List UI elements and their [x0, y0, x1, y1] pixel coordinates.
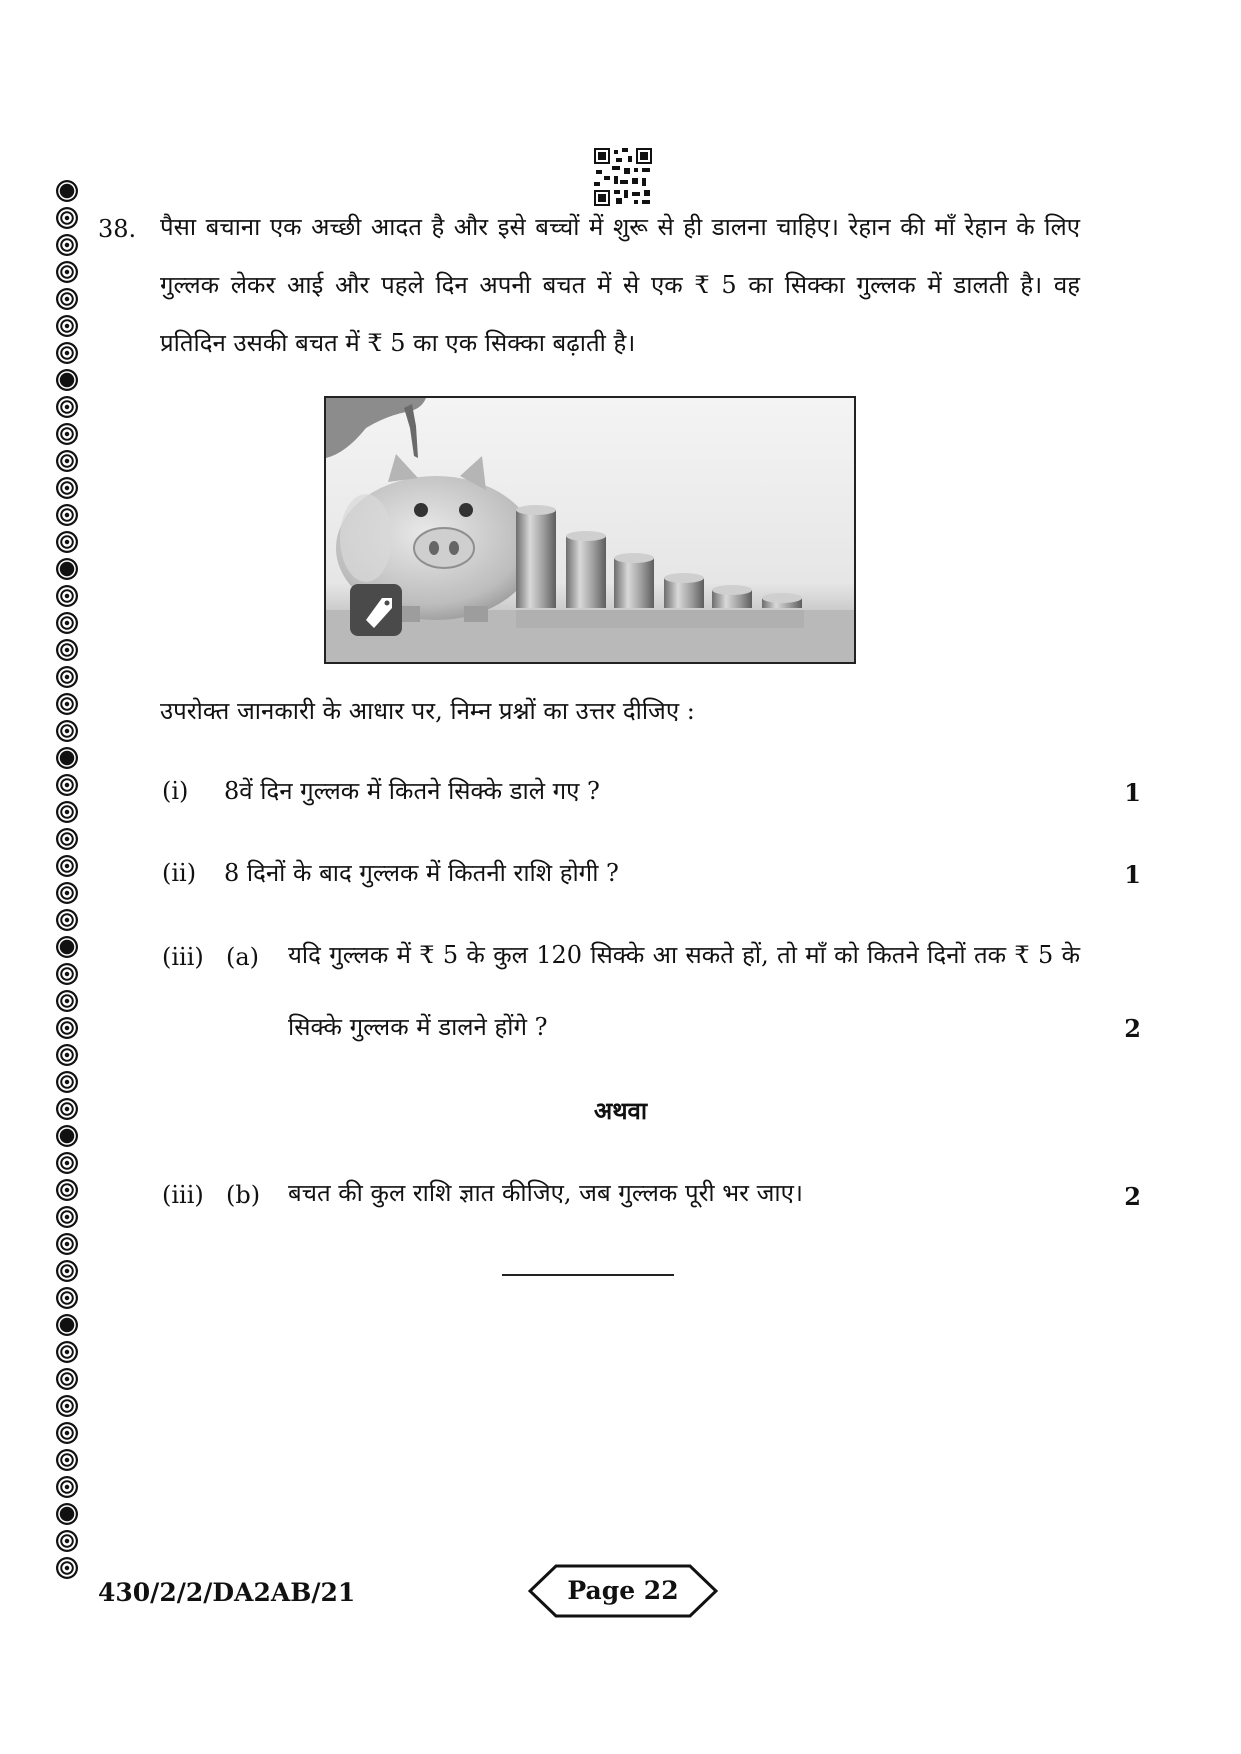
margin-ring-icon [56, 882, 78, 904]
margin-ring-icon [56, 342, 78, 364]
margin-ring-icon [56, 1017, 78, 1039]
margin-ring-icon [56, 1368, 78, 1390]
margin-ring-icon [56, 261, 78, 283]
question-intro-line-1: पैसा बचाना एक अच्छी आदत है और इसे बच्चों में शुरू से ही डालना चाहिए। रेहान की माँ रेहान के लिए [160, 213, 1080, 241]
question-intro-line-2: गुल्लक लेकर आई और पहले दिन अपनी बचत में से एक ₹ 5 का सिक्का गुल्लक में डालती है। वह [160, 271, 1080, 299]
part-iii-b-marks: 2 [1124, 1182, 1141, 1211]
margin-ring-icon [56, 666, 78, 688]
margin-ring-icon [56, 1044, 78, 1066]
margin-ring-icon [56, 747, 78, 769]
question-instruction: उपरोक्त जानकारी के आधार पर, निम्न प्रश्नों का उत्तर दीजिए : [160, 697, 695, 725]
part-i-label: (i) [162, 777, 189, 805]
margin-ring-icon [56, 1125, 78, 1147]
margin-ring-icon [56, 585, 78, 607]
margin-ring-icon [56, 234, 78, 256]
page-number-label: Page 22 [567, 1576, 679, 1605]
margin-ring-icon [56, 504, 78, 526]
margin-ring-icon [56, 1287, 78, 1309]
margin-ring-icon [56, 1152, 78, 1174]
margin-ring-icon [56, 1206, 78, 1228]
margin-ring-icon [56, 963, 78, 985]
margin-ring-icon [56, 450, 78, 472]
or-label: अथवा [593, 1096, 648, 1125]
margin-ring-icon [56, 315, 78, 337]
margin-ring-icon [56, 639, 78, 661]
part-iii-a-marks: 2 [1124, 1014, 1141, 1043]
paper-code: 430/2/2/DA2AB/21 [98, 1578, 356, 1607]
part-iii-a-text-line-1: यदि गुल्लक में ₹ 5 के कुल 120 सिक्के आ सकते हों, तो माँ को कितने दिनों तक ₹ 5 के [288, 941, 1080, 969]
part-ii-label: (ii) [162, 859, 197, 887]
question-number: 38. [98, 215, 137, 243]
part-ii-text: 8 दिनों के बाद गुल्लक में कितनी राशि होगी ? [224, 859, 619, 887]
part-iii-a-text-line-2: सिक्के गुल्लक में डालने होंगे ? [288, 1013, 548, 1041]
piggy-bank-illustration [326, 398, 854, 662]
margin-ring-icon [56, 720, 78, 742]
part-iii-b-label: (iii) [162, 1181, 204, 1209]
question-intro-line-3: प्रतिदिन उसकी बचत में ₹ 5 का एक सिक्का बढ़ाती है। [160, 329, 636, 357]
margin-ring-icon [56, 936, 78, 958]
margin-ring-icon [56, 1557, 78, 1579]
margin-ring-icon [56, 558, 78, 580]
margin-ring-icon [56, 1503, 78, 1525]
margin-ring-icon [56, 1233, 78, 1255]
margin-ring-icon [56, 423, 78, 445]
margin-ring-icon [56, 801, 78, 823]
qr-code-icon [594, 148, 652, 206]
margin-ring-icon [56, 531, 78, 553]
margin-ring-icon [56, 1530, 78, 1552]
part-i-text: 8वें दिन गुल्लक में कितने सिक्के डाले गए ? [224, 777, 600, 805]
margin-ring-icon [56, 990, 78, 1012]
margin-ring-icon [56, 1071, 78, 1093]
margin-ring-icon [56, 855, 78, 877]
margin-ring-icon [56, 1422, 78, 1444]
margin-ring-icon [56, 612, 78, 634]
part-i-marks: 1 [1124, 778, 1141, 807]
part-iii-a-label: (iii) [162, 943, 204, 971]
part-iii-b-sub-label: (b) [226, 1181, 261, 1209]
margin-ring-icon [56, 288, 78, 310]
part-iii-b-text: बचत की कुल राशि ज्ञात कीजिए, जब गुल्लक पूरी भर जाए। [288, 1179, 803, 1207]
margin-ring-icon [56, 1476, 78, 1498]
margin-ring-icon [56, 1449, 78, 1471]
margin-ring-icon [56, 828, 78, 850]
margin-ring-icon [56, 1395, 78, 1417]
margin-ring-icon [56, 1314, 78, 1336]
margin-ring-icon [56, 1179, 78, 1201]
margin-ring-icon [56, 1260, 78, 1282]
part-iii-a-sub-label: (a) [226, 943, 260, 971]
margin-ring-icon [56, 207, 78, 229]
margin-ring-icon [56, 477, 78, 499]
margin-ring-icon [56, 1341, 78, 1363]
margin-ring-icon [56, 396, 78, 418]
end-rule [502, 1274, 674, 1276]
margin-ring-icon [56, 693, 78, 715]
margin-ring-icon [56, 369, 78, 391]
margin-ring-icon [56, 909, 78, 931]
part-ii-marks: 1 [1124, 860, 1141, 889]
margin-ring-icon [56, 774, 78, 796]
piggy-bank-photo [324, 396, 856, 664]
margin-ring-icon [56, 180, 78, 202]
